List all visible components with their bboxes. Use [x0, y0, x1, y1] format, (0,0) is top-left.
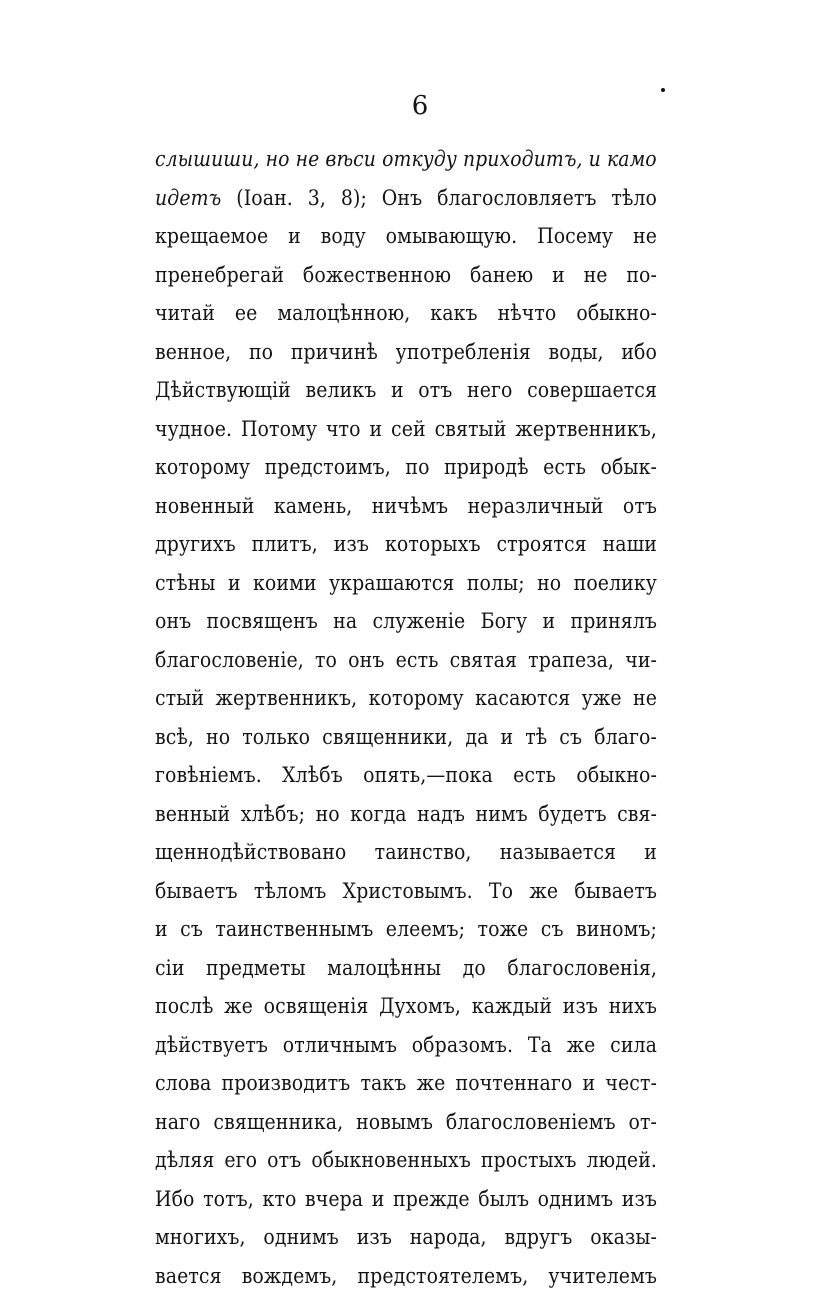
text-line: Дѣйствующій великъ и отъ него совершается [155, 371, 657, 410]
text-line: слышиши, но не вѣси откуду приходитъ, и камо [155, 140, 657, 179]
body-text [155, 140, 657, 1295]
text-line [155, 179, 657, 218]
text-line: и съ таинственнымъ елеемъ; тоже съ виномъ; [155, 910, 657, 949]
page-number: 6 [0, 90, 840, 122]
text-line: дѣйствуетъ отличнымъ образомъ. Та же сила [155, 1026, 657, 1065]
text-line: благословеніе, то онъ есть святая трапеза, чи- [155, 641, 657, 680]
text-line: наго священника, новымъ благословеніемъ от- [155, 1103, 657, 1142]
text-line: щеннодѣйствовано таинство, называется и [155, 833, 657, 872]
text-line: венное, по причинѣ употребленія воды, ибо [155, 333, 657, 372]
text-line: всѣ, но только священники, да и тѣ съ благо- [155, 718, 657, 757]
text-line: крещаемое и воду омывающую. Посему не [155, 217, 657, 256]
text-line: онъ посвященъ на служеніе Богу и принялъ [155, 602, 657, 641]
print-speck [661, 88, 665, 92]
text-line: послѣ же освященія Духомъ, каждый изъ нихъ [155, 987, 657, 1026]
text-line: Ибо тотъ, кто вчера и прежде былъ однимъ изъ [155, 1180, 657, 1219]
text-line-italic-part: идетъ [155, 186, 221, 210]
text-line-rest: (Іоан. 3, 8); Онъ благословляетъ тѣло [221, 186, 657, 210]
text-line: которому предстоимъ, по природѣ есть обык- [155, 448, 657, 487]
text-line: читай ее малоцѣнною, какъ нѣчто обыкно- [155, 294, 657, 333]
text-line: стѣны и коими украшаются полы; но поелику [155, 564, 657, 603]
text-line: венный хлѣбъ; но когда надъ нимъ будетъ свя- [155, 795, 657, 834]
text-line: слова производитъ такъ же почтеннаго и чест- [155, 1064, 657, 1103]
text-line: новенный камень, ничѣмъ неразличный отъ [155, 487, 657, 526]
text-line: говѣніемъ. Хлѣбъ опять,—пока есть обыкно- [155, 756, 657, 795]
text-line: дѣляя его отъ обыкновенныхъ простыхъ людей. [155, 1141, 657, 1180]
text-line: вается вождемъ, предстоятелемъ, учителемъ [155, 1257, 657, 1295]
text-line: многихъ, однимъ изъ народа, вдругъ оказы- [155, 1218, 657, 1257]
text-line: бываетъ тѣломъ Христовымъ. То же бываетъ [155, 872, 657, 911]
text-line: чудное. Потому что и сей святый жертвенникъ, [155, 410, 657, 449]
text-line: сіи предметы малоцѣнны до благословенія, [155, 949, 657, 988]
text-line: стый жертвенникъ, которому касаются уже не [155, 679, 657, 718]
text-line: другихъ плитъ, изъ которыхъ строятся наши [155, 525, 657, 564]
text-line: пренебрегай божественною банею и не по- [155, 256, 657, 295]
